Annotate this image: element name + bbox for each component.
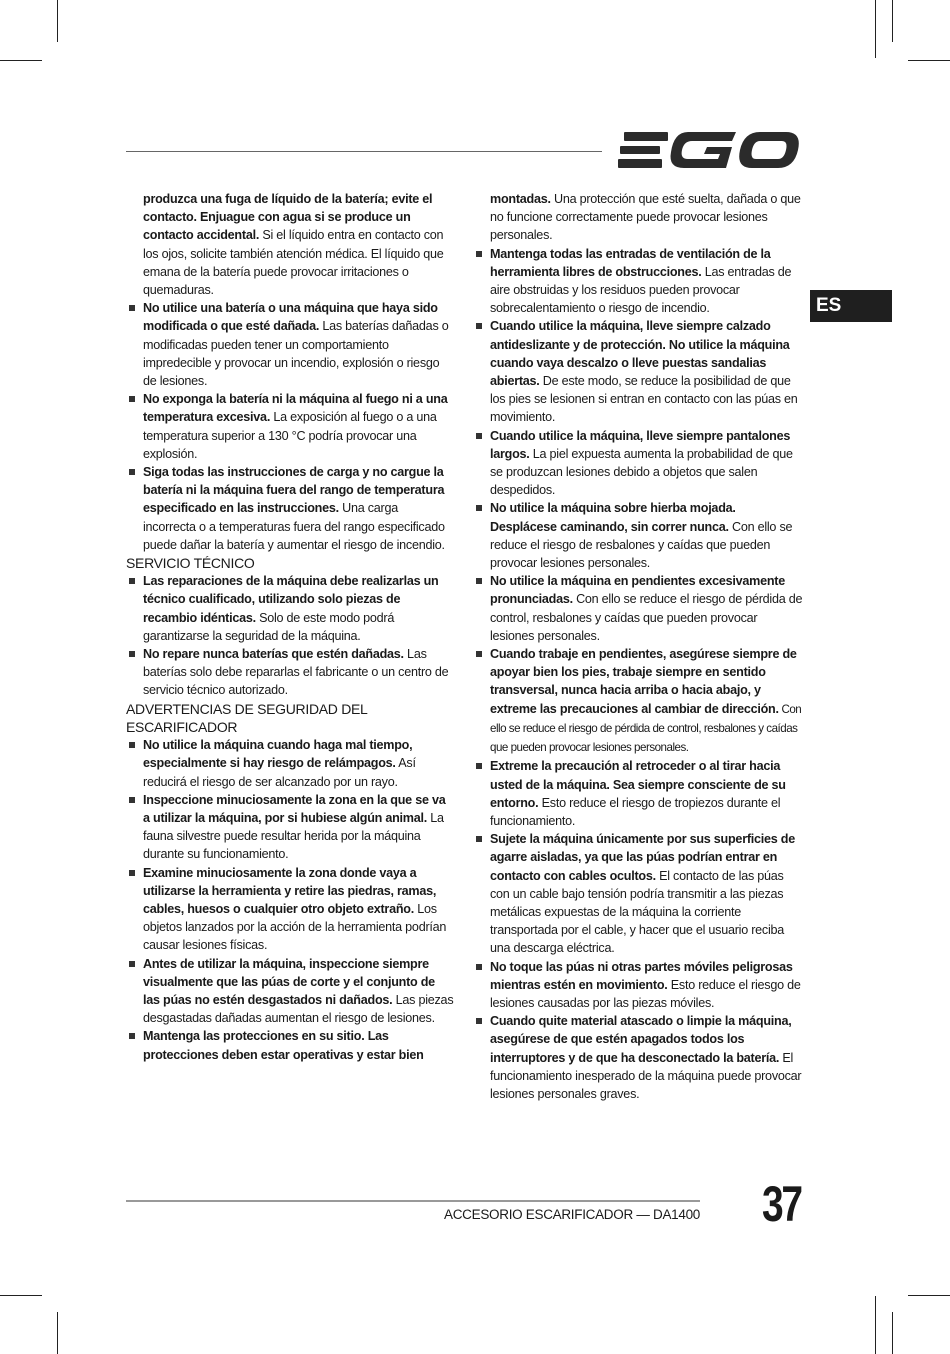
- list-item: Cuando quite material atascado o limpie la máquina, asegúrese de que estén apagados todos los interruptores y de que ha desconectado la batería. El funcionamiento inesperado de la máquina puede provocar lesiones personales graves.: [473, 1012, 803, 1103]
- list-item: Siga todas las instrucciones de carga y no cargue la batería ni la máquina fuera del rango de temperatura especificado en las instrucciones. Una carga incorrecta o a temperaturas fuera del rango especificado puede dañar la batería y aumentar el riesgo de incendio.: [126, 463, 454, 554]
- footer-rule: [126, 1200, 700, 1202]
- crop-mark: [0, 1295, 42, 1296]
- language-tab: ES: [810, 290, 892, 322]
- list-item: Las reparaciones de la máquina debe realizarlas un técnico cualificado, utilizando solo piezas de recambio idénticas. Solo de este modo podrá garantizarse la seguridad de la máquina.: [126, 572, 454, 645]
- list-item: Sujete la máquina únicamente por sus superficies de agarre aisladas, ya que las púas podrían entrar en contacto con cables ocultos. El contacto de las púas con un cable bajo tensión podría transmitir a las piezas metálicas expuestas de la máquina la corriente transportada por el cable, y hacer que el usuario reciba una descarga eléctrica.: [473, 830, 803, 957]
- crop-mark: [57, 1312, 58, 1354]
- continued-paragraph: produzca una fuga de líquido de la batería; evite el contacto. Enjuague con agua si se produce un contacto accidental. Si el líquido entra en contacto con los ojos, solicite también atención médica. El líquido que emana de la batería puede provocar irritaciones o quemaduras.: [143, 192, 444, 298]
- list-item: Extreme la precaución al retroceder o al tirar hacia usted de la máquina. Sea siempre consciente de su entorno. Esto reduce el riesgo de tropiezos durante el funcionamiento.: [473, 757, 803, 830]
- section-heading-safety: ADVERTENCIAS DE SEGURIDAD DEL ESCARIFICADOR: [126, 700, 368, 735]
- crop-mark: [892, 0, 893, 42]
- list-item: No toque las púas ni otras partes móviles peligrosas mientras estén en movimiento. Esto reduce el riesgo de lesiones causadas por las piezas móviles.: [473, 958, 803, 1013]
- list-item: Cuando utilice la máquina, lleve siempre calzado antideslizante y de protección. No utilice la máquina cuando vaya descalzo o lleve puestas sandalias abiertas. De este modo, se reduce la posibilidad de que los pies se lesionen si entran en contacto con las púas en movimiento.: [473, 317, 803, 426]
- continued-paragraph: montadas. Una protección que esté suelta, dañada o que no funcione correctamente puede provocar lesiones personales.: [490, 192, 801, 243]
- crop-mark: [57, 0, 58, 42]
- right-column: [473, 190, 803, 1103]
- footer-title: ACCESORIO ESCARIFICADOR — DA1400: [444, 1207, 700, 1222]
- crop-mark: [908, 1295, 950, 1296]
- list-item: Antes de utilizar la máquina, inspeccione siempre visualmente que las púas de corte y el conjunto de las púas no estén desgastados ni dañados. Las piezas desgastadas dañadas aumentan el riesgo de lesiones.: [126, 955, 454, 1028]
- list-item: Mantenga todas las entradas de ventilación de la herramienta libres de obstrucciones. Las entradas de aire obstruidas y los residuos pueden provocar sobrecalentamiento o riesgo de incendio.: [473, 245, 803, 318]
- list-item: No utilice la máquina sobre hierba mojada. Desplácese caminando, sin correr nunca. Con ello se reduce el riesgo de resbalones y caídas que pueden provocar lesiones personales.: [473, 499, 803, 572]
- list-item: Cuando utilice la máquina, lleve siempre pantalones largos. La piel expuesta aumenta la probabilidad de que se produzcan lesiones debido a objetos que salen despedidos.: [473, 427, 803, 500]
- crop-mark: [892, 1312, 893, 1354]
- section-heading-service: SERVICIO TÉCNICO: [126, 555, 255, 572]
- crop-mark: [875, 1296, 876, 1354]
- crop-mark: [0, 60, 42, 61]
- ego-logo: [618, 128, 800, 172]
- list-item: No utilice una batería o una máquina que haya sido modificada o que esté dañada. Las baterías dañadas o modificadas pueden tener un comportamiento impredecible y provocar un incendio, explosión o riesgo de lesiones.: [126, 299, 454, 390]
- list-item: Mantenga las protecciones en su sitio. Las protecciones deben estar operativas y estar bien: [126, 1027, 454, 1063]
- header-rule: [126, 151, 602, 152]
- list-item: Inspeccione minuciosamente la zona en la que se va a utilizar la máquina, por si hubiese algún animal. La fauna silvestre puede resultar herida por la máquina durante su funcionamiento.: [126, 791, 454, 864]
- list-item: Cuando trabaje en pendientes, asegúrese siempre de apoyar bien los pies, trabaje siempre en sentido transversal, nunca hacia arriba o hacia abajo, y extreme las precauciones al cambiar de dirección. Con ello se reduce el riesgo de pérdida de control, resbalones y caídas que pueden provocar lesiones personales.: [473, 645, 803, 757]
- list-item: No utilice la máquina cuando haga mal tiempo, especialmente si hay riesgo de relámpagos. Así reducirá el riesgo de ser alcanzado por un rayo.: [126, 736, 454, 791]
- crop-mark: [908, 60, 950, 61]
- crop-mark: [875, 0, 876, 58]
- page-number: 37: [762, 1176, 801, 1232]
- left-column: [126, 190, 454, 1064]
- list-item: No exponga la batería ni la máquina al fuego ni a una temperatura excesiva. La exposición al fuego o a una temperatura superior a 130 °C podría provocar una explosión.: [126, 390, 454, 463]
- list-item: Examine minuciosamente la zona donde vaya a utilizarse la herramienta y retire las piedras, ramas, cables, huesos o cualquier otro objeto extraño. Los objetos lanzados por la acción de la herramienta podrían causar lesiones físicas.: [126, 864, 454, 955]
- list-item: No repare nunca baterías que estén dañadas. Las baterías solo debe repararlas el fabricante o un centro de servicio técnico autorizado.: [126, 645, 454, 700]
- list-item: No utilice la máquina en pendientes excesivamente pronunciadas. Con ello se reduce el riesgo de pérdida de control, resbalones y caídas que pueden provocar lesiones personales.: [473, 572, 803, 645]
